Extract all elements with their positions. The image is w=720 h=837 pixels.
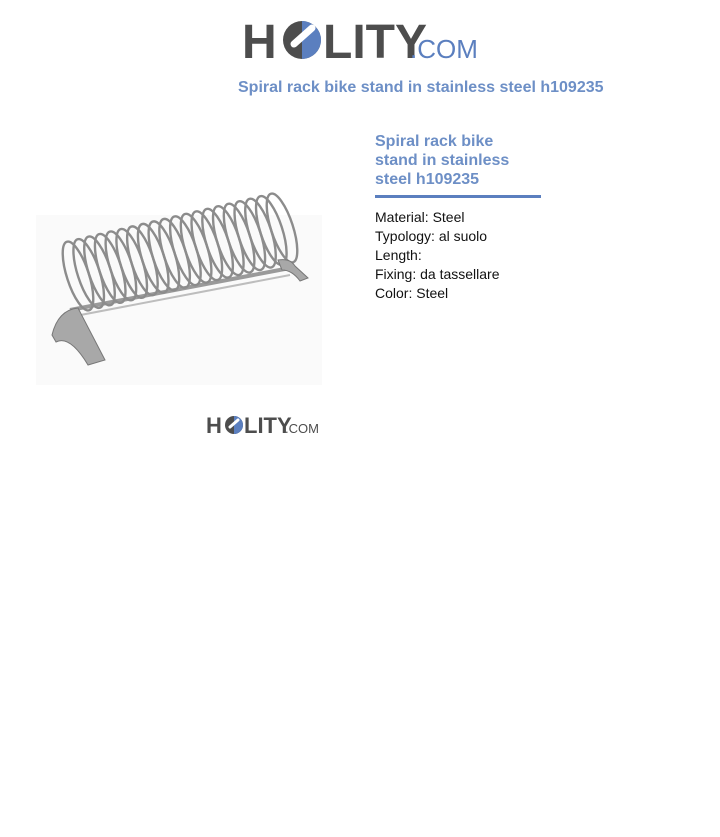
details-title: Spiral rack bike stand in stainless steel h109235 xyxy=(375,133,510,188)
logo-o-icon xyxy=(283,21,321,59)
watermark-letters-lity: LITY xyxy=(244,413,292,438)
holity-watermark-logo xyxy=(205,410,323,440)
logo-dotcom: .COM xyxy=(410,34,478,64)
watermark-dotcom: .COM xyxy=(285,421,319,436)
spec-color: Color: Steel xyxy=(375,285,449,301)
spec-material: Material: Steel xyxy=(375,209,465,225)
watermark-o-icon xyxy=(225,416,243,434)
logo-letter-h: H xyxy=(242,16,277,68)
spec-fixing: Fixing: da tassellare xyxy=(375,266,500,282)
spec-length: Length: xyxy=(375,247,422,263)
spec-typology: Typology: al suolo xyxy=(375,228,488,244)
holity-logo[interactable] xyxy=(240,10,485,68)
logo-letters-lity: LITY xyxy=(323,16,427,68)
spec-list xyxy=(375,208,545,303)
page-title: Spiral rack bike stand in stainless steel h109235 xyxy=(238,79,604,96)
spiral-bike-rack-image xyxy=(0,160,330,420)
title-divider xyxy=(375,195,541,198)
watermark-letter-h: H xyxy=(206,413,222,438)
product-details xyxy=(375,132,545,303)
